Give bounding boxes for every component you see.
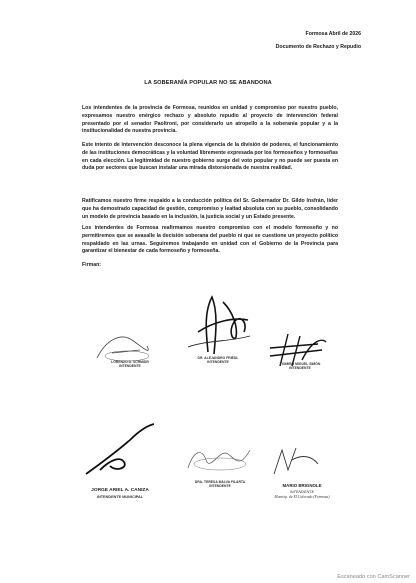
signature-5-title: INTENDENTE [209, 484, 231, 488]
body-paragraph-2: Este intento de intervención desconoce la plena vigencia de la división de poderes, el funcionamiento de las instituciones democráticas y la voluntad libremente expresada por los formoseños y formoseñas en cada elección. La legitimidad de nuestro gobierno surge del voto popular y no puede ser puesta en duda por sectores que buscan instalar una mirada distorsionada de nuestra realidad. [82, 142, 338, 172]
signature-2-title: INTENDENTE [207, 360, 229, 364]
signature-2-scribble [178, 292, 258, 362]
body-paragraph-1: Los intendentes de la provincia de Formosa, reunidos en unidad y compromiso por nuestro pueblo, expresamos nuestro enérgico rechazo y absoluto repudio al proyecto de intervención federal presentado por el senador Paoltroni, por considerarlo un atropello a la soberanía popular y a la institucionalidad de nuestra provincia. [82, 105, 338, 135]
body-paragraph-3: Ratificamos nuestro firme respaldo a la conducción política del Sr. Gobernador Dr. Gildo Insfrán, líder que ha demostrado capacidad de gestión, compromiso y lealtad absoluta con su pueblo, consolidando un modelo de provincia basado en la inclusión, la justicia social y un Estado presente. [82, 198, 338, 220]
signature-3-name: TIOMIRO MIGUEL SIMÓN [279, 362, 321, 366]
signature-3-title: INTENDENTE [289, 366, 311, 370]
document-subject: Documento de Rechazo y Repudio [275, 44, 361, 50]
signature-1-title: INTENDENTE [119, 364, 141, 368]
signature-5-name: DRA. TERESA MALVA FILARTA [194, 480, 246, 484]
document-date: Formosa Abril de 2026 [305, 31, 361, 37]
signature-1-name: LORENZO D. SCHMIDR [111, 360, 149, 364]
signature-4-scribble [80, 420, 160, 480]
signature-6-name: MARIO BRIGNOLE [282, 483, 322, 488]
signature-6-scribble [268, 440, 332, 480]
signature-2-name: DR. ALEJANDRO FRIEDL [197, 356, 239, 360]
signature-4-name: JORGE ARIEL A. CANIZA [91, 488, 149, 493]
signature-4-title: INTENDENTE MUNICIPAL [96, 495, 144, 499]
document-title: LA SOBERANÍA POPULAR NO SE ABANDONA [144, 80, 272, 86]
body-paragraph-4: Los intendentes de Formosa reafirmamos nuestro compromiso con el modelo formoseño y no permitiremos que se avasalle la decisión soberana del pueblo ni que se cuestione un proyecto político respaldado en las urnas. Seguiremos trabajando en unidad con el Gobierno de la Provincia para garantizar el bienestar de cada formoseño y formoseña. [82, 225, 338, 255]
scanner-watermark: Escaneado con CamScanner [337, 574, 410, 580]
signature-5-scribble [180, 438, 260, 478]
signature-6-title: INTENDENTE [289, 490, 315, 494]
signers-label: Firman: [82, 262, 102, 268]
signature-6-place: Municip. de El Colorado (Formosa) [274, 495, 330, 499]
